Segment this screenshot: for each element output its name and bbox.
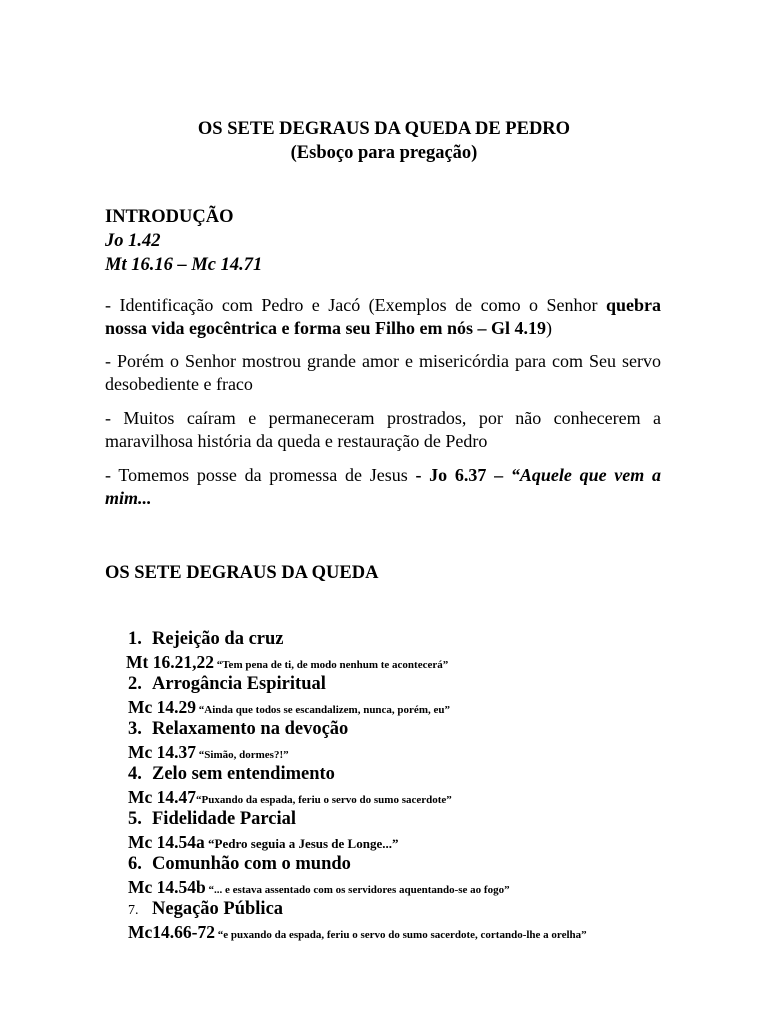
step-ref: Mc 14.37 — [128, 741, 197, 762]
step-ref: Mc 14.29 — [128, 696, 197, 717]
list-item-title — [128, 763, 688, 786]
document-title — [0, 117, 768, 165]
step-number: 1. — [128, 629, 142, 649]
step-title: Arrogância Espiritual — [152, 674, 326, 694]
p4-text: - Tomemos posse da promessa de Jesus — [105, 465, 416, 485]
intro-paragraph-4 — [105, 464, 661, 510]
step-quote: “Puxando da espada, feriu o servo do sumo sacerdote” — [196, 793, 452, 806]
step-number: 7. — [128, 903, 139, 918]
p4-ref: - Jo 6.37 – — [415, 465, 511, 485]
section-title: OS SETE DEGRAUS DA QUEDA — [105, 563, 379, 583]
step-number: 5. — [128, 809, 142, 829]
intro-paragraph-1 — [105, 294, 661, 340]
step-number: 2. — [128, 674, 142, 694]
list-item-ref — [128, 786, 688, 809]
step-title: Rejeição da cruz — [152, 629, 284, 649]
intro-heading: INTRODUÇÃO — [105, 207, 234, 227]
step-quote: “Simão, dormes?!” — [196, 748, 289, 761]
step-title: Negação Pública — [152, 899, 284, 919]
p1-bold: quebra nossa vida egocêntrica e forma seu Filho em nós – Gl 4.19 — [105, 295, 661, 338]
step-number: 3. — [128, 719, 142, 739]
intro-paragraph-2: - Porém o Senhor mostrou grande amor e misericórdia para com Seu servo desobediente e fraco — [105, 351, 661, 394]
step-ref: Mc14.66-72 — [128, 921, 215, 942]
list-item-ref — [128, 741, 688, 764]
list-item-ref — [128, 876, 688, 899]
steps-list — [128, 628, 688, 943]
list-item-title — [128, 718, 688, 741]
step-title: Zelo sem entendimento — [152, 764, 335, 784]
step-quote: “... e estava assentado com os servidores aquentando-se ao fogo” — [205, 883, 510, 896]
step-quote: “Pedro seguia a Jesus de Longe...” — [204, 835, 399, 851]
list-item-title — [128, 628, 688, 651]
list-item-ref — [128, 696, 688, 719]
list-item-title — [128, 808, 688, 831]
step-title: Comunhão com o mundo — [152, 854, 351, 874]
step-ref: Mc 14.47 — [128, 786, 197, 807]
title-line: OS SETE DEGRAUS DA QUEDA DE PEDRO — [197, 119, 571, 139]
step-title: Fidelidade Parcial — [152, 809, 297, 829]
p4-quote: “Aquele que vem a mim... — [105, 465, 662, 508]
subtitle-line: (Esboço para pregação) — [290, 143, 478, 163]
step-ref: Mc 14.54b — [128, 876, 206, 897]
intro-ref-2: Mt 16.16 – Mc 14.71 — [105, 255, 263, 275]
intro-paragraph-3: - Muitos caíram e permaneceram prostrados, por não conhecerem a maravilhosa história da queda e restauração de Pedro — [105, 408, 661, 451]
list-item-title — [128, 898, 688, 921]
step-number: 4. — [128, 764, 142, 784]
list-item-title — [128, 673, 688, 696]
step-number: 6. — [128, 854, 142, 874]
step-ref: Mt 16.21,22 — [126, 651, 214, 672]
p1-text: - Identificação com Pedro e Jacó (Exemplos de como o Senhor — [105, 295, 606, 315]
list-item-ref — [128, 921, 688, 944]
list-item-ref — [128, 831, 688, 854]
list-item-title — [128, 853, 688, 876]
p1-end: ) — [545, 318, 552, 338]
step-quote: “Tem pena de ti, de modo nenhum te acontecerá” — [213, 658, 449, 671]
step-quote: “e puxando da espada, feriu o servo do sumo sacerdote, cortando-lhe a orelha” — [215, 928, 587, 941]
list-item-ref — [126, 651, 688, 674]
intro-heading-block — [105, 205, 661, 277]
intro-ref-1: Jo 1.42 — [105, 231, 161, 251]
step-quote: “Ainda que todos se escandalizem, nunca, porém, eu” — [196, 703, 450, 716]
step-title: Relaxamento na devoção — [152, 719, 349, 739]
step-ref: Mc 14.54a — [128, 831, 205, 852]
